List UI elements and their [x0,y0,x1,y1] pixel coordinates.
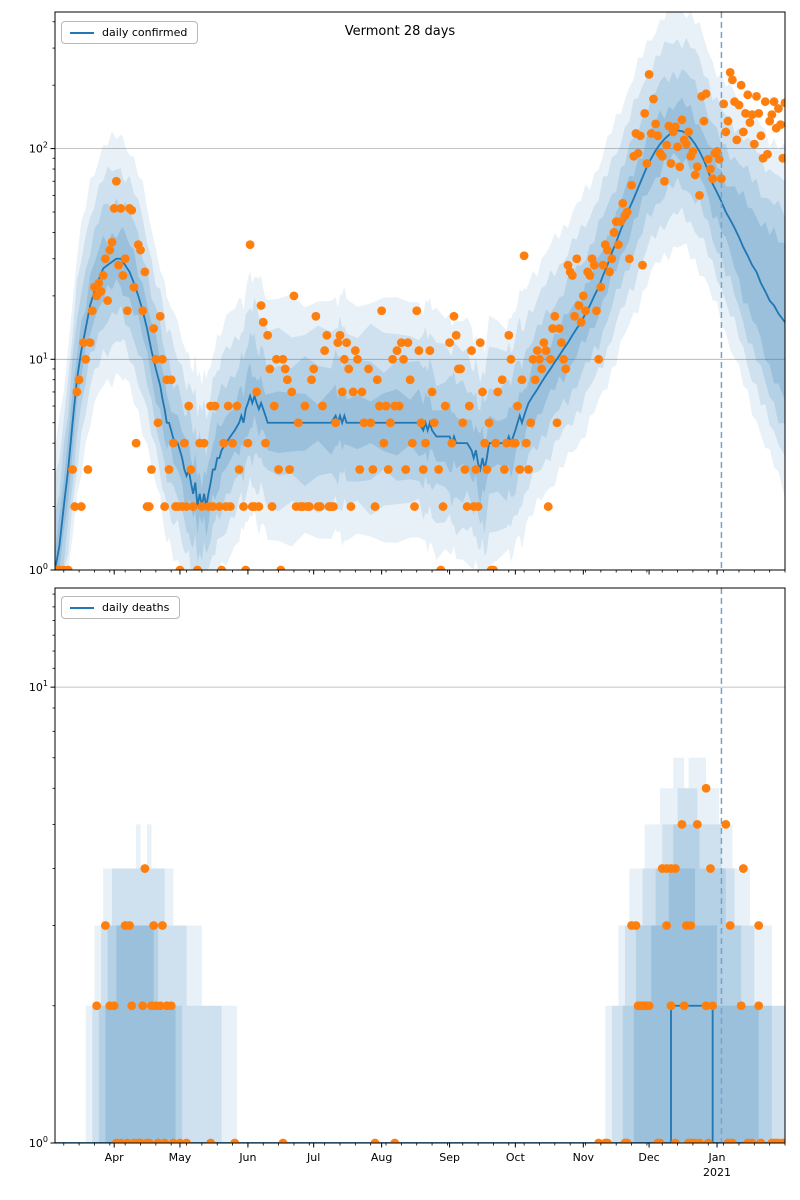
data-point [719,99,728,108]
data-point [320,346,329,355]
data-point [511,439,520,448]
data-point [596,283,605,292]
data-point [219,439,228,448]
y-tick-label: $10^2$ [28,140,48,156]
data-point [553,418,562,427]
data-point [555,324,564,333]
data-point [520,251,529,260]
data-point [338,388,347,397]
data-point [97,287,106,296]
data-point [412,306,421,315]
data-point [268,502,277,511]
data-point [614,240,623,249]
data-point [366,418,375,427]
data-point [83,465,92,474]
data-point [140,267,149,276]
data-point [594,355,603,364]
data-point [114,261,123,270]
data-point [752,92,761,101]
data-point [138,1001,147,1010]
data-point [99,271,108,280]
data-point [726,921,735,930]
x-tick-label: May [168,1151,192,1164]
data-point [379,439,388,448]
data-point [535,355,544,364]
data-point [336,331,345,340]
data-point [653,131,662,140]
data-point [704,155,713,164]
data-point [158,355,167,364]
data-point [147,465,156,474]
data-point [311,312,320,321]
data-point [491,439,500,448]
data-point [515,465,524,474]
data-point [732,135,741,144]
data-point [680,1001,689,1010]
data-point [417,418,426,427]
data-point [684,128,693,137]
data-point [746,118,755,127]
data-point [257,301,266,310]
data-point [342,338,351,347]
data-point [410,502,419,511]
data-point [434,465,443,474]
data-point [557,338,566,347]
data-point [561,365,570,374]
data-point [750,140,759,149]
data-point [415,346,424,355]
data-point [713,147,722,156]
y-tick-label: $10^0$ [28,1135,48,1150]
data-point [724,117,733,126]
data-point [706,165,715,174]
data-point [156,312,165,321]
data-point [702,784,711,793]
data-point [259,318,268,327]
data-point [658,152,667,161]
data-point [149,921,158,930]
data-point [754,109,763,118]
data-point [702,89,711,98]
data-point [743,90,752,99]
data-point [715,155,724,164]
y-tick-label: $10^1$ [28,679,48,695]
data-point [228,439,237,448]
data-point [498,375,507,384]
data-point [377,306,386,315]
data-point [180,439,189,448]
data-point [294,418,303,427]
data-point [92,1001,101,1010]
data-point [572,254,581,263]
data-point [287,388,296,397]
data-point [270,402,279,411]
data-point [388,355,397,364]
data-point [136,246,145,255]
data-point [533,346,542,355]
data-point [406,375,415,384]
data-point [349,388,358,397]
data-point [112,177,121,186]
data-point [695,191,704,200]
data-point [599,261,608,270]
data-point [119,271,128,280]
data-point [373,375,382,384]
data-point [493,388,502,397]
data-point [706,864,715,873]
data-point [642,159,651,168]
data-point [355,465,364,474]
data-point [368,465,377,474]
data-point [526,418,535,427]
data-point [371,502,380,511]
data-point [200,439,209,448]
data-point [603,246,612,255]
data-point [539,338,548,347]
data-point [592,306,601,315]
data-point [699,117,708,126]
data-point [384,465,393,474]
data-point [167,1001,176,1010]
data-point [605,267,614,276]
data-point [358,388,367,397]
data-point [401,465,410,474]
data-point [667,1001,676,1010]
x-tick-label: Apr [104,1151,124,1164]
data-point [145,502,154,511]
data-point [662,141,671,150]
x-tick-label: Nov [572,1151,595,1164]
y-tick-label: $10^1$ [28,351,48,367]
data-point [452,331,461,340]
data-point [761,97,770,106]
data-point [461,465,470,474]
data-point [708,1001,717,1010]
data-point [678,115,687,124]
data-point [544,502,553,511]
data-point [739,128,748,137]
data-point [550,312,559,321]
data-point [75,375,84,384]
data-point [246,240,255,249]
data-point [480,439,489,448]
data-point [344,365,353,374]
data-point [395,402,404,411]
data-point [169,439,178,448]
data-point [585,271,594,280]
data-point [351,346,360,355]
data-point [140,864,149,873]
data-point [645,70,654,79]
data-point [456,365,465,374]
legend-daily-confirmed [61,21,198,44]
data-point [667,159,676,168]
data-point [279,355,288,364]
data-point [625,254,634,263]
data-point [568,271,577,280]
data-point [283,375,292,384]
data-point [581,306,590,315]
x-tick-label: Aug [370,1151,393,1164]
data-point [101,921,110,930]
data-point [607,254,616,263]
data-point [347,502,356,511]
data-point [316,502,325,511]
data-point [103,296,112,305]
data-point [623,208,632,217]
data-point [132,439,141,448]
data-point [309,365,318,374]
data-point [149,324,158,333]
legend-label: daily confirmed [102,26,188,39]
data-point [632,921,641,930]
data-point [754,1001,763,1010]
data-point [721,128,730,137]
data-point [274,465,283,474]
data-point [81,355,90,364]
data-point [305,502,314,511]
data-point [682,140,691,149]
data-point [393,346,402,355]
data-point [127,206,136,215]
data-point [739,864,748,873]
data-point [636,131,645,140]
data-point [531,375,540,384]
data-point [763,150,772,159]
data-point [167,375,176,384]
data-point [445,338,454,347]
data-point [675,162,684,171]
data-point [546,355,555,364]
data-point [211,402,220,411]
data-point [439,502,448,511]
x-tick-label: Dec [638,1151,660,1164]
data-point [430,418,439,427]
x-tick-label: Jul [307,1151,321,1164]
data-point [689,147,698,156]
data-point [638,261,647,270]
data-point [441,402,450,411]
data-point [767,110,776,119]
data-point [184,402,193,411]
data-point [507,355,516,364]
data-point [108,238,117,247]
data-point [673,142,682,151]
data-point [329,502,338,511]
data-point [86,338,95,347]
data-point [645,1001,654,1010]
data-point [154,418,163,427]
data-point [331,418,340,427]
data-point [425,346,434,355]
x-tick-label: Jun [239,1151,257,1164]
data-point [307,375,316,384]
data-point [691,171,700,180]
daily-deaths-plot [29,588,789,1179]
data-point [254,502,263,511]
data-point [428,388,437,397]
data-point [138,306,147,315]
data-point [123,306,132,315]
x-tick-label: Sep [439,1151,460,1164]
data-point [285,465,294,474]
data-point [386,418,395,427]
data-point [458,418,467,427]
data-point [121,254,130,263]
data-point [421,439,430,448]
data-point [559,355,568,364]
data-point [590,261,599,270]
x-tick-sublabel: 2021 [703,1166,732,1179]
data-point [476,338,485,347]
chart-title: Vermont 28 days [344,24,456,39]
data-point [94,279,103,288]
legend-label: daily deaths [102,601,170,614]
data-point [570,312,579,321]
data-point [482,465,491,474]
data-point [125,921,134,930]
data-point [778,154,787,163]
data-point [239,502,248,511]
data-point [472,465,481,474]
data-point [73,388,82,397]
y-tick-label: $10^0$ [28,562,48,577]
data-point [158,921,167,930]
data-point [627,181,636,190]
legend-line-swatch [70,32,94,34]
data-point [450,312,459,321]
x-tick-label: Jan [708,1151,726,1164]
data-point [737,81,746,90]
data-point [265,365,274,374]
data-point [518,375,527,384]
data-point [467,346,476,355]
data-point [513,402,522,411]
data-point [130,283,139,292]
data-point [708,174,717,183]
data-point [404,338,413,347]
data-point [233,402,242,411]
data-point [252,388,261,397]
data-point [77,502,86,511]
data-point [474,502,483,511]
data-point [634,149,643,158]
data-point [735,101,744,110]
data-point [754,921,763,930]
data-point [408,439,417,448]
data-point [189,502,198,511]
data-point [322,331,331,340]
data-point [88,306,97,315]
data-point [101,254,110,263]
data-point [127,1001,136,1010]
data-point [399,355,408,364]
data-point [263,331,272,340]
data-point [537,365,546,374]
legend-line-swatch [70,607,94,609]
data-point [542,346,551,355]
data-point [640,109,649,118]
data-point [165,465,174,474]
data-point [678,820,687,829]
x-tick-label: Oct [505,1151,525,1164]
data-point [187,465,196,474]
data-point [235,465,244,474]
data-point [504,331,513,340]
data-point [693,162,702,171]
data-point [577,318,586,327]
data-point [737,1001,746,1010]
data-point [244,439,253,448]
data-point [671,864,680,873]
data-point [261,439,270,448]
data-point [649,95,658,104]
data-point [662,921,671,930]
data-point [160,502,169,511]
data-point [579,291,588,300]
data-point [419,465,428,474]
data-point [485,418,494,427]
daily-confirmed-plot [29,4,789,577]
data-point [660,177,669,186]
data-point [610,228,619,237]
data-point [721,820,730,829]
data-point [318,402,327,411]
data-point [522,439,531,448]
data-point [671,122,680,131]
data-point [651,119,660,128]
data-point [281,365,290,374]
data-point [756,131,765,140]
data-point [68,465,77,474]
data-point [340,355,349,364]
data-point [693,820,702,829]
data-point [364,365,373,374]
data-point [478,388,487,397]
data-point [447,439,456,448]
data-point [500,465,509,474]
data-point [116,204,125,213]
data-point [224,402,233,411]
data-point [465,402,474,411]
data-point [382,402,391,411]
legend-daily-deaths [61,596,180,619]
data-point [618,199,627,208]
data-point [105,246,114,255]
data-point [353,355,362,364]
data-point [776,120,785,129]
data-point [290,291,299,300]
data-point [686,921,695,930]
data-point [226,502,235,511]
data-point [726,68,735,77]
data-point [524,465,533,474]
data-point [301,402,310,411]
data-point [728,75,737,84]
data-point [110,1001,119,1010]
